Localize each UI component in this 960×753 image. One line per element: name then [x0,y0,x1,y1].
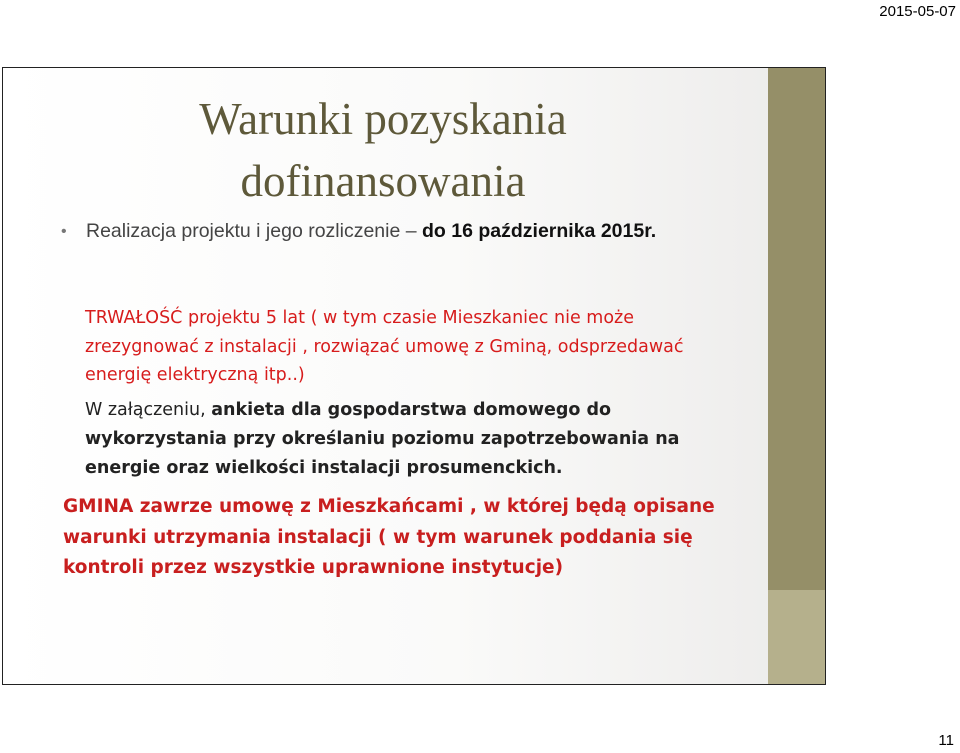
attachment-prefix: W załączeniu, [85,400,212,420]
bullet-text [61,218,721,245]
page-number: 11 [938,732,954,749]
slide-title-line1: Warunki pozyskania [199,94,567,144]
bullet-text-bold: do 16 października 2015r. [422,220,657,242]
attachment-paragraph [85,396,735,483]
slide-title [103,88,663,212]
durability-paragraph: TRWAŁOŚĆ projektu 5 lat ( w tym czasie Mieszkaniec nie może zrezygnować z instalacji , rozwiązać umowę z Gminą, odsprzedawać energię elektryczną itp..) [85,308,684,385]
slide [2,67,826,685]
bullet-text-regular: Realizacja projektu i jego rozliczenie – [86,220,423,242]
slide-title-line2: dofinansowania [240,156,526,206]
page-date: 2015-05-07 [879,3,956,20]
gmina-paragraph: GMINA zawrze umowę z Mieszkańcami , w której będą opisane warunki utrzymania instalacji ( w tym warunek poddania się kontroli przez wszystkie uprawnione instytucje) [63,496,715,578]
slide-sidebar-accent [768,590,825,684]
attachment-bold: ankieta dla gospodarstwa domowego do wykorzystania przy określaniu poziomu zapotrzebowania na energie oraz wielkości instalacji prosumenckich. [85,400,680,478]
bullet-item [61,218,721,245]
bullet-marker: • [61,223,67,240]
